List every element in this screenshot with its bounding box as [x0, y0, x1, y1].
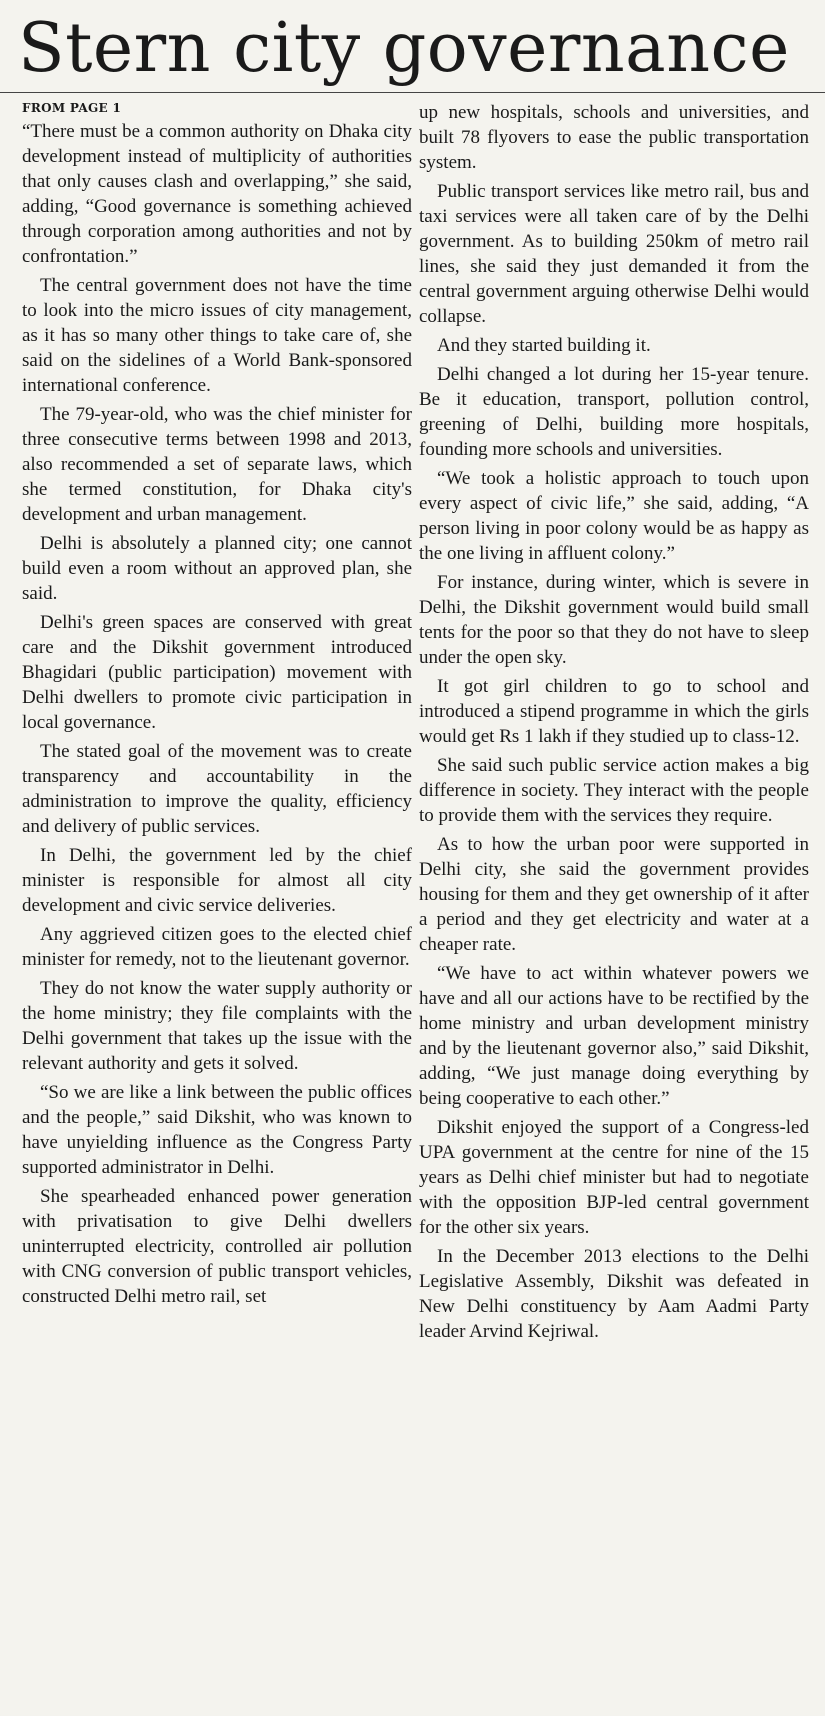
- paragraph: up new hospitals, schools and universities, and built 78 flyovers to ease the public transportation system.: [419, 102, 809, 173]
- headline-rule: [0, 92, 825, 93]
- paragraph: The central government does not have the time to look into the micro issues of city management, as it has so many other things to take care of, she said on the sidelines of a World Bank-sponsored international conference.: [22, 275, 412, 396]
- paragraph: Any aggrieved citizen goes to the elected chief minister for remedy, not to the lieutenant governor.: [22, 924, 412, 970]
- paragraph: And they started building it.: [437, 335, 651, 356]
- paragraph: She spearheaded enhanced power generation with privatisation to give Delhi dwellers uninterrupted electricity, controlled air pollution with CNG conversion of public transport vehicles, constructed Delhi metro rail, set: [22, 1186, 412, 1307]
- paragraph: Dikshit enjoyed the support of a Congress-led UPA government at the centre for nine of the 15 years as Delhi chief minister but had to negotiate with the opposition BJP-led central government for the other six years.: [419, 1117, 809, 1238]
- paragraph: The 79-year-old, who was the chief minister for three consecutive terms between 1998 and 2013, also recommended a set of separate laws, which she termed constitution, for Dhaka city's development and urban management.: [22, 404, 412, 525]
- paragraph: Public transport services like metro rail, bus and taxi services were all taken care of by the Delhi government. As to building 250km of metro rail lines, she said they just demanded it from the central government arguing otherwise Delhi would collapse.: [419, 181, 809, 327]
- paragraph: It got girl children to go to school and introduced a stipend programme in which the girls would get Rs 1 lakh if they studied up to class-12.: [419, 676, 809, 747]
- paragraph: For instance, during winter, which is severe in Delhi, the Dikshit government would build small tents for the poor so that they do not have to sleep under the open sky.: [419, 572, 809, 668]
- paragraph: “We took a holistic approach to touch upon every aspect of civic life,” she said, adding, “A person living in poor colony would be as happy as the one living in affluent colony.”: [419, 468, 809, 564]
- paragraph: She said such public service action makes a big difference in society. They interact with the people to provide them with the services they require.: [419, 755, 809, 826]
- paragraph: In Delhi, the government led by the chief minister is responsible for almost all city development and civic service deliveries.: [22, 845, 412, 916]
- paragraph: “There must be a common authority on Dhaka city development instead of multiplicity of authorities that only causes clash and overlapping,” she said, adding, “Good governance is something achieved through corporation among authorities and not by confrontation.”: [22, 121, 412, 267]
- jump-label: FROM PAGE 1: [22, 101, 122, 115]
- paragraph: They do not know the water supply authority or the home ministry; they file complaints with the Delhi government that takes up the issue with the relevant authority and gets it solved.: [22, 978, 412, 1074]
- headline: Stern city governance: [18, 9, 790, 88]
- paragraph: In the December 2013 elections to the Delhi Legislative Assembly, Dikshit was defeated in New Delhi constituency by Aam Aadmi Party leader Arvind Kejriwal.: [419, 1246, 809, 1342]
- paragraph: “We have to act within whatever powers we have and all our actions have to be rectified by the home ministry and urban development ministry and by the lieutenant governor also,” said Dikshit, adding, “We just manage doing everything by being cooperative to each other.”: [419, 963, 809, 1109]
- right-column: [419, 100, 809, 1348]
- paragraph: Delhi changed a lot during her 15-year tenure. Be it education, transport, pollution control, greening of Delhi, building more hospitals, founding more schools and universities.: [419, 364, 809, 460]
- paragraph: The stated goal of the movement was to create transparency and accountability in the administration to improve the quality, efficiency and delivery of public services.: [22, 741, 412, 837]
- paragraph: As to how the urban poor were supported in Delhi city, she said the government provides housing for them and they get ownership of it after a period and they get electricity and water at a cheaper rate.: [419, 834, 809, 955]
- left-column: [22, 100, 412, 1313]
- paragraph: Delhi is absolutely a planned city; one cannot build even a room without an approved plan, she said.: [22, 533, 412, 604]
- paragraph: Delhi's green spaces are conserved with great care and the Dikshit government introduced Bhagidari (public participation) movement with Delhi dwellers to promote civic participation in local governance.: [22, 612, 412, 733]
- paragraph: “So we are like a link between the public offices and the people,” said Dikshit, who was known to have unyielding influence as the Congress Party supported administrator in Delhi.: [22, 1082, 412, 1178]
